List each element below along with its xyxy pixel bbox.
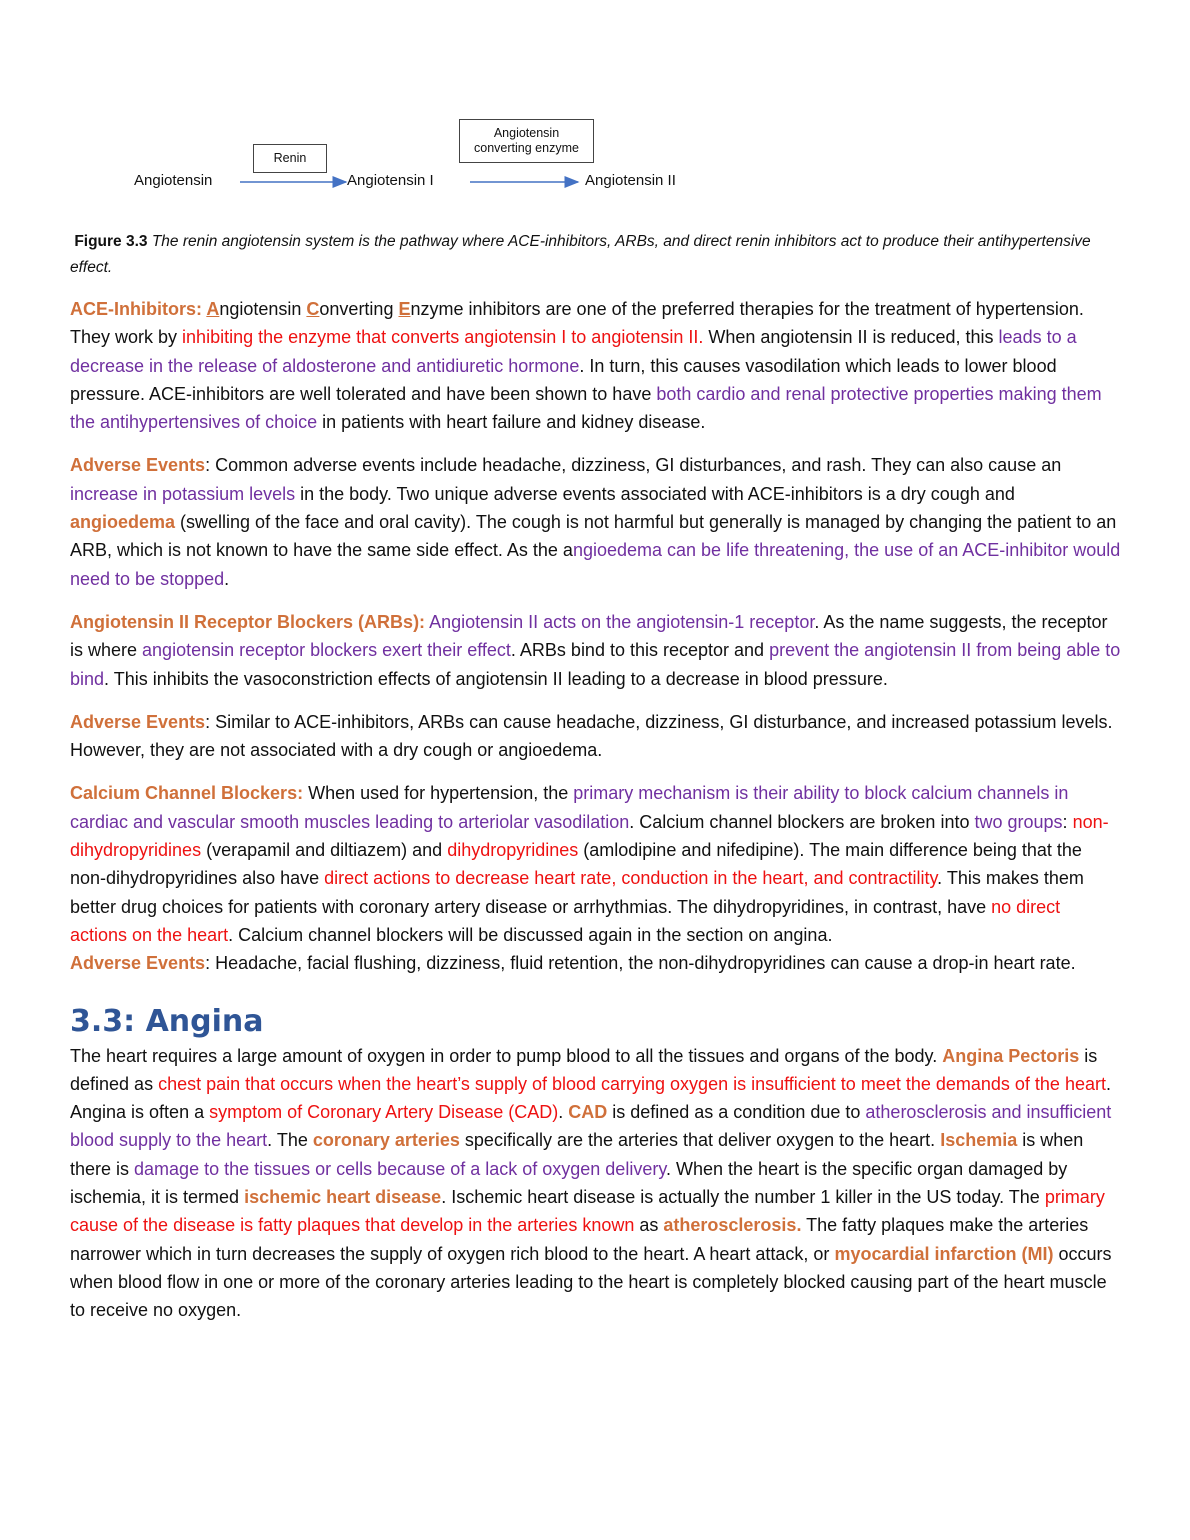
highlighted-text: E bbox=[398, 299, 411, 319]
node-angiotensin: Angiotensin bbox=[134, 172, 213, 189]
highlighted-text: A bbox=[206, 299, 220, 319]
text-run: is when there is bbox=[70, 1130, 1084, 1179]
text-run: . Ischemic heart disease is actually the number 1 killer in the US today. The bbox=[441, 1187, 1045, 1208]
text-run: : Similar to ACE-inhibitors, ARBs can cause headache, dizziness, GI disturbance, and increased potassium levels. However, they are not associated with a dry cough or angioedema. bbox=[70, 711, 1113, 761]
highlighted-text: ngioedema can be life threatening, the use of an ACE-inhibitor would need to be stopped bbox=[70, 540, 1121, 589]
text-run: When used for hypertension, the bbox=[303, 783, 574, 804]
text-run: in the body. Two unique adverse events associated with ACE-inhibitors is a dry cough and bbox=[295, 483, 1015, 504]
text-run: : bbox=[1062, 811, 1073, 832]
highlighted-text: direct actions to decrease heart rate, conduction in the heart, and contractility bbox=[324, 868, 938, 889]
highlighted-text: Adverse Events bbox=[70, 455, 206, 476]
highlighted-text: inhibiting the enzyme that converts angiotensin I to angiotensin II. bbox=[182, 327, 704, 348]
text-run: . Angina is often a bbox=[70, 1073, 1111, 1123]
text-run: . As the name suggests, the receptor is where bbox=[70, 611, 1108, 661]
paragraph-arb-adverse bbox=[70, 708, 1122, 765]
box-renin bbox=[253, 144, 327, 173]
highlighted-text: ACE-Inhibitors: bbox=[70, 299, 207, 319]
paragraph-arb bbox=[70, 608, 1122, 693]
highlighted-text: prevent the angiotensin II from being able to bind bbox=[70, 640, 1121, 689]
highlighted-text: dihydropyridines bbox=[447, 840, 579, 861]
box-ace-line2: converting enzyme bbox=[474, 141, 579, 155]
highlighted-text: symptom of Coronary Artery Disease (CAD) bbox=[209, 1102, 559, 1123]
text-run: : Common adverse events include headache, dizziness, GI disturbances, and rash. They can also cause an bbox=[205, 455, 1062, 476]
highlighted-text: increase in potassium levels bbox=[70, 483, 296, 504]
section-heading-angina: 3.3: Angina bbox=[70, 1003, 264, 1039]
highlighted-text: both cardio and renal protective properties making them the antihypertensives of choice bbox=[70, 383, 1102, 433]
text-run: . The bbox=[267, 1130, 313, 1151]
text-run: (amlodipine and nifedipine). The main difference being that the non-dihydropyridines also have bbox=[70, 840, 1082, 889]
highlighted-text: atherosclerosis and insufficient blood supply to the heart bbox=[70, 1102, 1112, 1151]
text-run: . This makes them better drug choices for patients with coronary artery disease or arrhythmias. The dihydropyridines, in contrast, have bbox=[70, 868, 1084, 917]
paragraph-ccb bbox=[70, 779, 1122, 949]
highlighted-text: Angina Pectoris bbox=[942, 1045, 1080, 1066]
highlighted-text: myocardial infarction (MI) bbox=[834, 1243, 1054, 1264]
highlighted-text: ischemic heart disease bbox=[244, 1187, 442, 1208]
box-ace bbox=[459, 119, 594, 163]
paragraph-angina bbox=[70, 1042, 1122, 1325]
text-run: nzyme inhibitors are one of the preferred therapies for the treatment of hypertension. They work by bbox=[70, 299, 1084, 348]
node-angiotensin-2: Angiotensin II bbox=[585, 172, 676, 189]
text-run: as bbox=[634, 1215, 664, 1236]
text-run: . When the heart is the specific organ damaged by ischemia, it is termed bbox=[70, 1158, 1068, 1208]
renin-angiotensin-diagram bbox=[0, 0, 1190, 215]
highlighted-text: two groups bbox=[974, 811, 1063, 832]
text-run: is defined as bbox=[70, 1045, 1098, 1094]
highlighted-text: no direct actions on the heart bbox=[70, 896, 1061, 945]
text-run: ngiotensin bbox=[219, 299, 307, 319]
figure-label: Figure 3.3 bbox=[74, 233, 148, 250]
text-run: . In turn, this causes vasodilation which leads to lower blood pressure. ACE-inhibitors are well tolerated and have been shown to have bbox=[70, 355, 1057, 404]
text-run: . Calcium channel blockers will be discussed again in the section on angina. bbox=[228, 924, 833, 945]
text-run: (verapamil and diltiazem) and bbox=[201, 840, 448, 861]
highlighted-text: coronary arteries bbox=[312, 1130, 460, 1151]
highlighted-text: damage to the tissues or cells because of a lack of oxygen delivery bbox=[134, 1158, 666, 1179]
highlighted-text: angiotensin receptor blockers exert their effect bbox=[142, 640, 511, 661]
text-run: in patients with heart failure and kidney disease. bbox=[317, 412, 706, 433]
text-run: specifically are the arteries that deliver oxygen to the heart. bbox=[459, 1130, 941, 1151]
highlighted-text: primary cause of the disease is fatty plaques that develop in the arteries known bbox=[70, 1187, 1105, 1236]
text-run: . This inhibits the vasoconstriction effects of angiotensin II leading to a decrease in blood pressure. bbox=[104, 668, 888, 689]
paragraph-ccb-adverse bbox=[70, 949, 1122, 977]
highlighted-text: Angiotensin II Receptor Blockers (ARBs): bbox=[70, 611, 426, 632]
text-run: . ARBs bind to this receptor and bbox=[510, 640, 770, 661]
box-renin-label: Renin bbox=[273, 151, 307, 165]
highlighted-text: C bbox=[306, 299, 320, 319]
highlighted-text: angioedema bbox=[70, 512, 176, 533]
text-run: . bbox=[224, 568, 230, 589]
text-run: onverting bbox=[319, 299, 399, 319]
text-run: . Calcium channel blockers are broken into bbox=[629, 811, 975, 832]
text-run: : Headache, facial flushing, dizziness, fluid retention, the non-dihydropyridines can cause a drop-in heart rate. bbox=[205, 953, 1076, 974]
highlighted-text: primary mechanism is their ability to block calcium channels in cardiac and vascular smooth muscles leading to arteriolar vasodilation bbox=[70, 783, 1069, 832]
highlighted-text: Calcium Channel Blockers: bbox=[70, 783, 304, 804]
highlighted-text: leads to a decrease in the release of aldosterone and antidiuretic hormone bbox=[70, 327, 1077, 376]
highlighted-text: non-dihydropyridines bbox=[70, 811, 1109, 861]
paragraph-list bbox=[70, 295, 1122, 978]
text-run: The fatty plaques make the arteries narrower which in turn decreases the supply of oxygen rich blood to the heart. A heart attack, or bbox=[70, 1215, 1089, 1264]
node-angiotensin-1: Angiotensin I bbox=[347, 172, 434, 189]
figure-caption-text: The renin angiotensin system is the pathway where ACE-inhibitors, ARBs, and direct renin inhibitors act to produce their antihypertensive effect. bbox=[70, 233, 1091, 276]
text-run: When angiotensin II is reduced, this bbox=[703, 327, 999, 348]
highlighted-text: CAD bbox=[568, 1102, 608, 1123]
highlighted-text: Adverse Events bbox=[70, 711, 206, 732]
paragraph-ace bbox=[70, 295, 1122, 436]
highlighted-text: Adverse Events bbox=[70, 953, 206, 974]
highlighted-text: atherosclerosis. bbox=[663, 1215, 802, 1236]
box-ace-line1: Angiotensin bbox=[493, 126, 560, 140]
text-run: is defined as a condition due to bbox=[607, 1102, 866, 1123]
text-run: occurs when blood flow in one or more of the coronary arteries leading to the heart is completely blocked causing part of the heart muscle to receive no oxygen. bbox=[70, 1243, 1112, 1321]
text-run: The heart requires a large amount of oxygen in order to pump blood to all the tissues and organs of the body. bbox=[70, 1045, 943, 1066]
highlighted-text: chest pain that occurs when the heart’s supply of blood carrying oxygen is insufficient to meet the demands of the heart bbox=[158, 1073, 1106, 1094]
paragraph-ace-adverse bbox=[70, 451, 1122, 592]
highlighted-text: Angiotensin II acts on the angiotensin-1 receptor bbox=[429, 611, 815, 632]
document-body bbox=[70, 295, 1122, 1340]
text-run: . bbox=[558, 1102, 569, 1123]
text-run: (swelling of the face and oral cavity). The cough is not harmful but generally is managed by changing the patient to an ARB, which is not known to have the same side effect. As the a bbox=[70, 512, 1117, 561]
figure-caption bbox=[70, 229, 1120, 281]
highlighted-text: Ischemia bbox=[940, 1130, 1018, 1151]
